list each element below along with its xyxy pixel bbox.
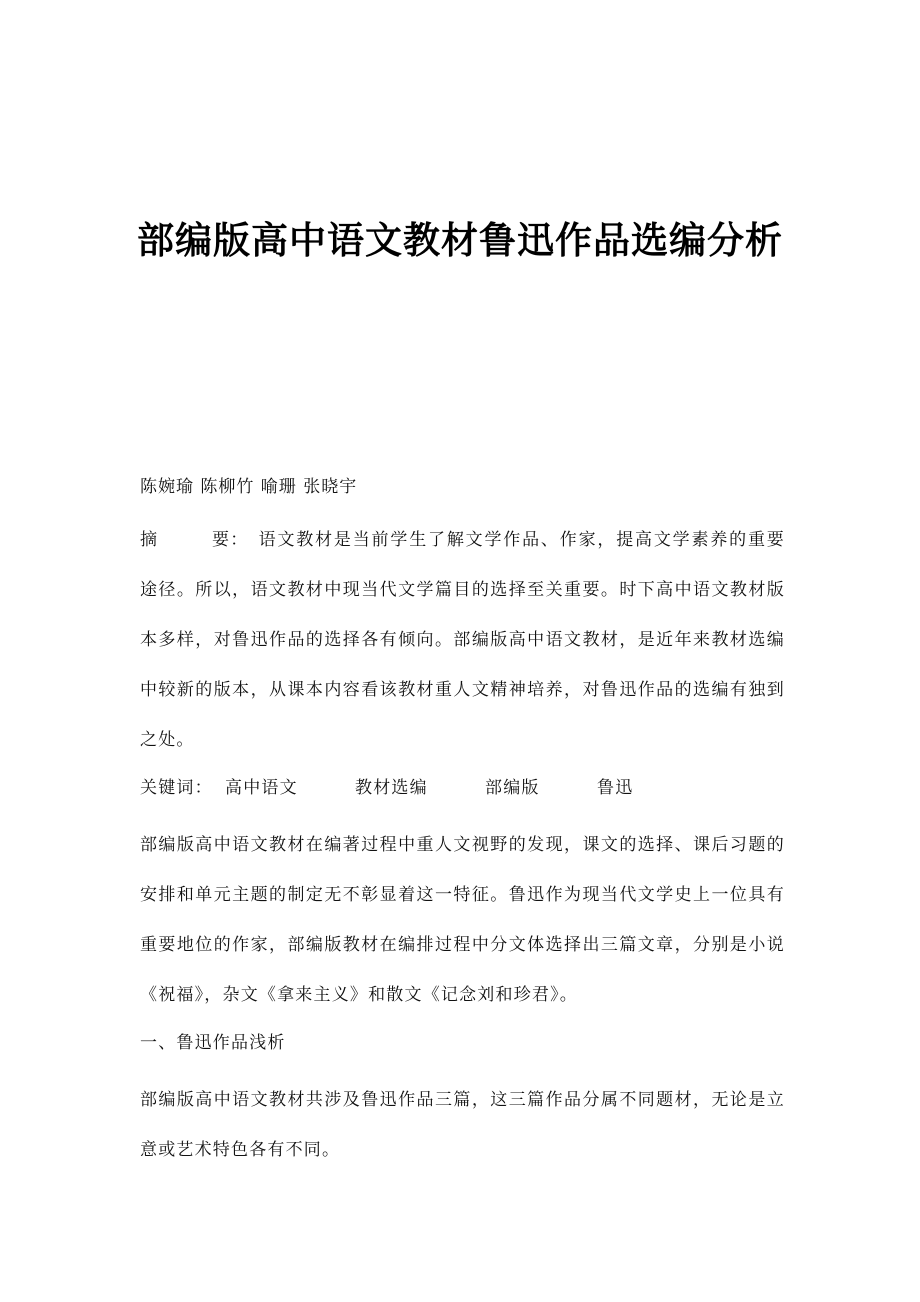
abstract-label-first: 摘	[140, 530, 159, 550]
body-paragraph: 部编版高中语文教材在编著过程中重人文视野的发现，课文的选择、课后习题的安排和单元主题的制定无不彰显着这一特征。鲁迅作为现当代文学史上一位具有重要地位的作家，部编版教材在编排过程中分文体选择出三篇文章，分别是小说《祝福》，杂文《拿来主义》和散文《记念刘和珍君》。	[140, 835, 785, 1005]
keywords-line	[140, 773, 633, 798]
body-paragraph: 部编版高中语文教材共涉及鲁迅作品三篇，这三篇作品分属不同题材，无论是立意或艺术特色各有不同。	[140, 1090, 785, 1160]
keyword-item: 鲁迅	[597, 778, 634, 798]
abstract-text: 语文教材是当前学生了解文学作品、作家，提高文学素养的重要途径。所以，语文教材中现当代文学篇目的选择至关重要。时下高中语文教材版本多样，对鲁迅作品的选择各有倾向。部编版高中语文教材，是近年来教材选编中较新的版本，从课本内容看该教材重人文精神培养，对鲁迅作品的选编有独到之处。	[140, 530, 785, 750]
keyword-item: 部编版	[485, 778, 540, 798]
keyword-item: 高中语文	[225, 778, 298, 798]
author-list: 陈婉瑜 陈柳竹 喻珊 张晓宇	[140, 477, 358, 497]
keyword-item: 教材选编	[355, 778, 428, 798]
abstract-label	[140, 515, 258, 565]
abstract-label-second: 要：	[212, 530, 249, 550]
keywords-label: 关键词：	[140, 778, 213, 798]
document-title: 部编版高中语文教材鲁迅作品选编分析	[137, 219, 783, 262]
abstract-paragraph	[140, 515, 785, 765]
section-heading: 一、鲁迅作品浅析	[140, 1033, 286, 1053]
